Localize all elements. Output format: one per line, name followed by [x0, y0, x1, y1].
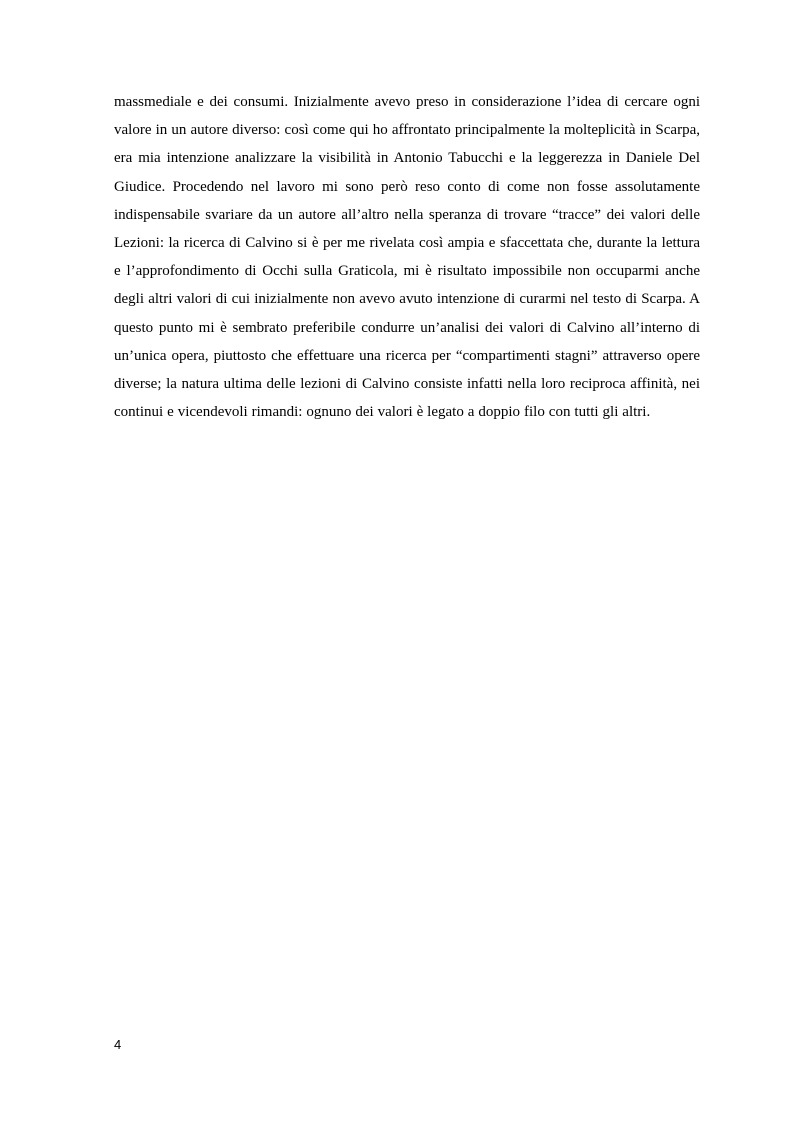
body-paragraph: massmediale e dei consumi. Inizialmente avevo preso in considerazione l’idea di cercare ogni valore in un autore diverso: così come qui ho affrontato principalmente la molteplicità in Scarpa, era mia intenzione analizzare la visibilità in Antonio Tabucchi e la leggerezza in Daniele Del Giudice. Procedendo nel lavoro mi sono però reso conto di come non fosse assolutamente indispensabile svariare da un autore all’altro nella speranza di trovare “tracce” dei valori delle Lezioni: la ricerca di Calvino si è per me rivelata così ampia e sfaccettata che, durante la lettura e l’approfondimento di Occhi sulla Graticola, mi è risultato impossibile non occuparmi anche degli altri valori di cui inizialmente non avevo avuto intenzione di curarmi nel testo di Scarpa. A questo punto mi è sembrato preferibile condurre un’analisi dei valori di Calvino all’interno di un’unica opera, piuttosto che effettuare una ricerca per “compartimenti stagni” attraverso opere diverse; la natura ultima delle lezioni di Calvino consiste infatti nella loro reciproca affinità, nei continui e vicendevoli rimandi: ognuno dei valori è legato a doppio filo con tutti gli altri. [114, 94, 700, 421]
page-number: 4 [114, 1037, 122, 1052]
